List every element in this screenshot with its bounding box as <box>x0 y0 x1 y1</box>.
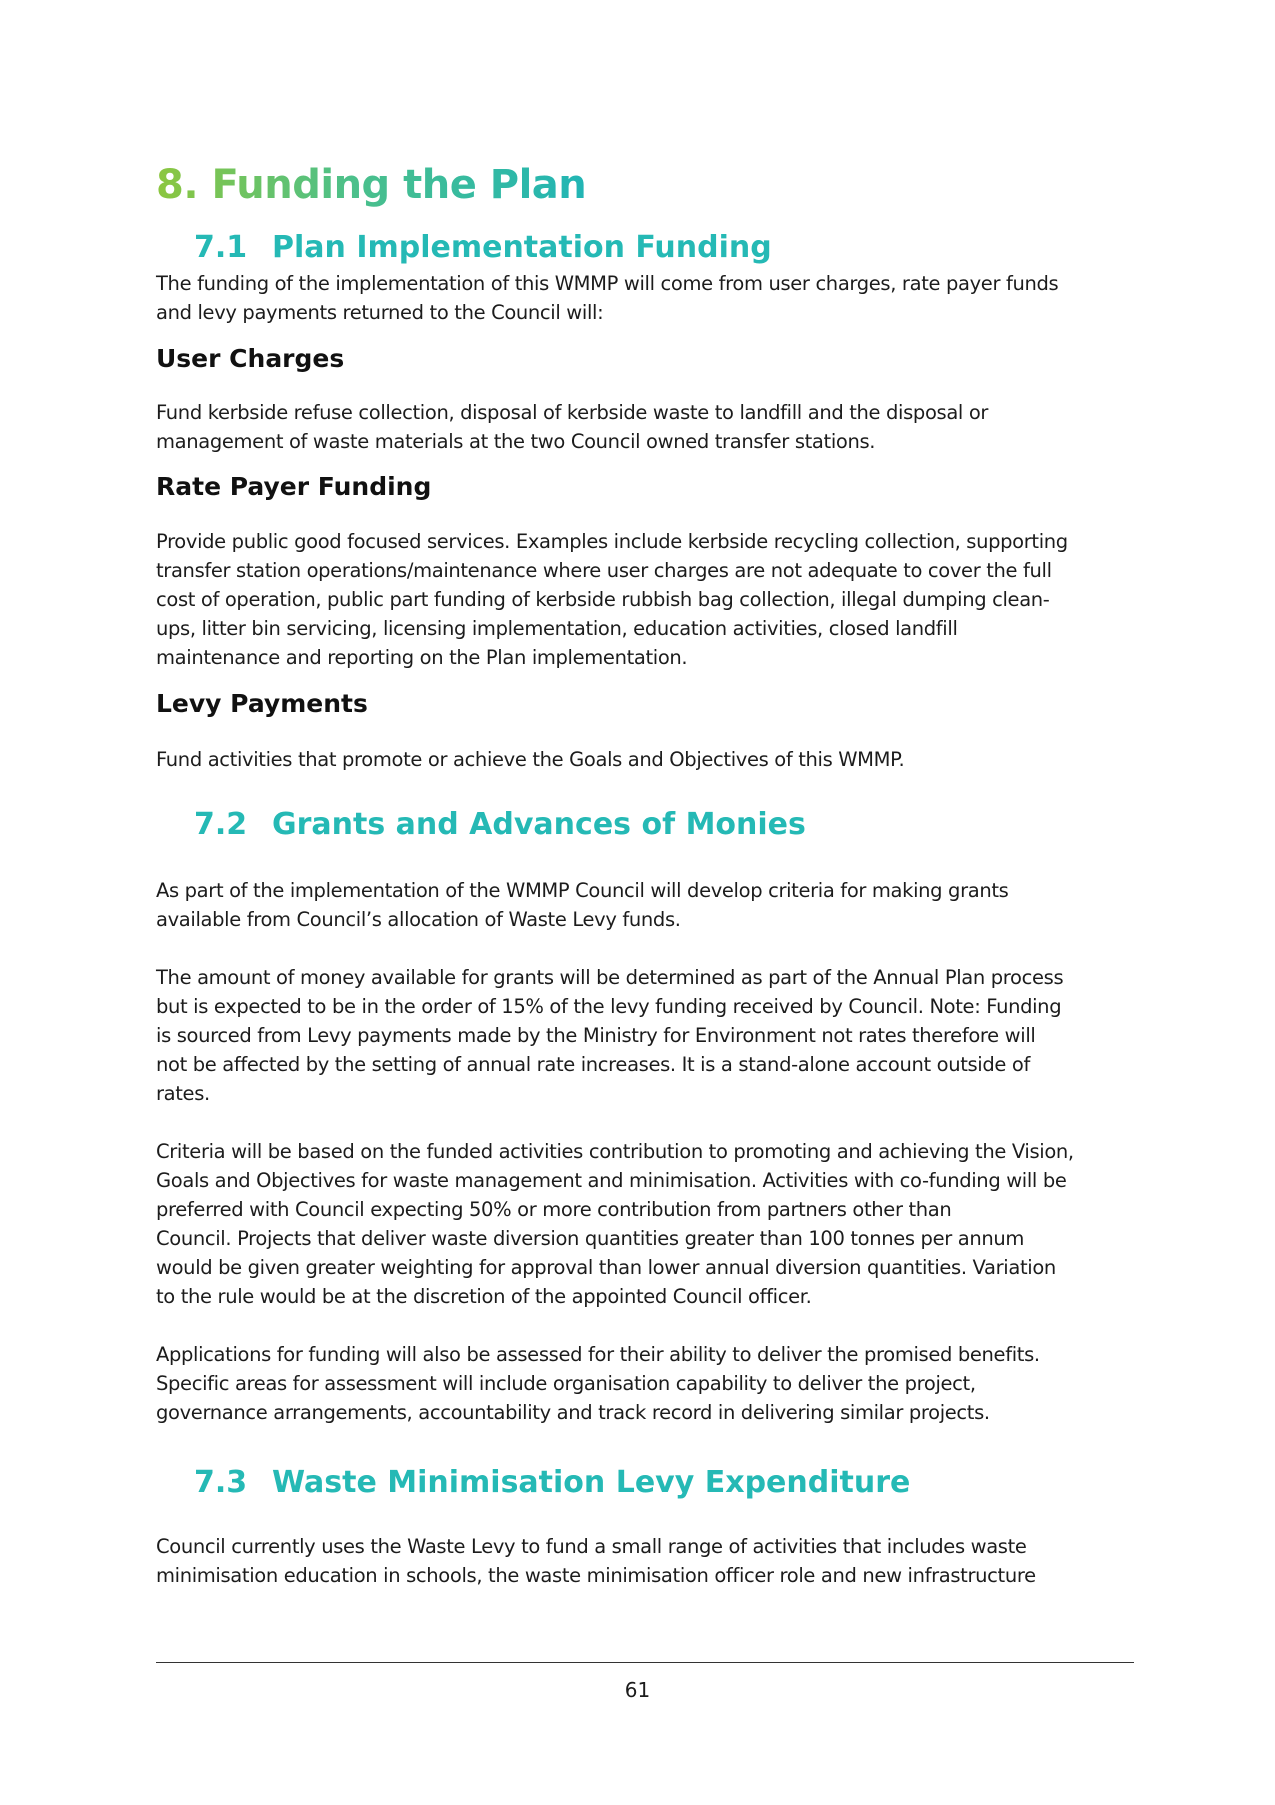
page-number: 61 <box>624 1678 651 1702</box>
text-line: Goals and Objectives for waste management and minimisation. Activities with co-funding will be <box>156 1169 1067 1192</box>
text-line: cost of operation, public part funding of kerbside rubbish bag collection, illegal dumping clean- <box>156 588 1050 611</box>
text-line: As part of the implementation of the WMMP Council will develop criteria for making grants <box>156 879 1009 902</box>
text-line: and levy payments returned to the Council will: <box>156 301 604 324</box>
text-line: Fund kerbside refuse collection, disposal of kerbside waste to landfill and the disposal or <box>156 401 989 424</box>
text-line: transfer station operations/maintenance where user charges are not adequate to cover the full <box>156 559 1052 582</box>
subheading-user-charges: User Charges <box>156 344 345 373</box>
section-heading-7-3 <box>194 1464 910 1502</box>
section-7-2-para-4 <box>156 1340 1124 1427</box>
section-heading-7-1 <box>194 229 772 267</box>
text-line: Specific areas for assessment will include organisation capability to deliver the project, <box>156 1372 976 1395</box>
section-number: 7.1 <box>194 230 248 265</box>
text-line: governance arrangements, accountability and track record in delivering similar projects. <box>156 1401 990 1424</box>
text-line: Council. Projects that deliver waste diversion quantities greater than 100 tonnes per annum <box>156 1227 1025 1250</box>
text-line: The funding of the implementation of this WMMP will come from user charges, rate payer funds <box>156 272 1059 295</box>
text-line: available from Council’s allocation of Waste Levy funds. <box>156 908 681 931</box>
text-line: rates. <box>156 1082 210 1105</box>
text-line: preferred with Council expecting 50% or more contribution from partners other than <box>156 1198 952 1221</box>
footer-divider <box>156 1662 1134 1663</box>
text-line: maintenance and reporting on the Plan implementation. <box>156 646 688 669</box>
text-line: would be given greater weighting for approval than lower annual diversion quantities. Variation <box>156 1256 1056 1279</box>
section-7-2-para-2 <box>156 963 1124 1108</box>
text-line: Council currently uses the Waste Levy to fund a small range of activities that includes waste <box>156 1535 1027 1558</box>
section-heading-7-2 <box>194 806 806 844</box>
section-7-2-para-1 <box>156 876 1124 934</box>
text-line: The amount of money available for grants will be determined as part of the Annual Plan process <box>156 966 1064 989</box>
rate-payer-text <box>156 527 1124 672</box>
section-number: 7.2 <box>194 807 248 842</box>
section-number: 7.3 <box>194 1465 248 1500</box>
text-line: Applications for funding will also be assessed for their ability to deliver the promised benefits. <box>156 1343 1040 1366</box>
text-line: management of waste materials at the two Council owned transfer stations. <box>156 430 876 453</box>
section-title: Plan Implementation Funding <box>272 230 772 265</box>
text-line: not be affected by the setting of annual rate increases. It is a stand-alone account outside of <box>156 1053 1030 1076</box>
section-title: Waste Minimisation Levy Expenditure <box>272 1465 911 1500</box>
levy-payments-text <box>156 745 1124 774</box>
section-title: Grants and Advances of Monies <box>272 807 806 842</box>
text-line: but is expected to be in the order of 15% of the levy funding received by Council. Note: Funding <box>156 995 1062 1018</box>
subheading-rate-payer-funding: Rate Payer Funding <box>156 472 432 501</box>
text-line: Provide public good focused services. Examples include kerbside recycling collection, supporting <box>156 530 1068 553</box>
user-charges-text <box>156 398 1124 456</box>
subheading-levy-payments: Levy Payments <box>156 689 368 718</box>
section-7-2-para-3 <box>156 1137 1124 1311</box>
text-line: Criteria will be based on the funded activities contribution to promoting and achieving the Vision, <box>156 1140 1074 1163</box>
text-line: to the rule would be at the discretion of the appointed Council officer. <box>156 1285 812 1308</box>
text-line: ups, litter bin servicing, licensing implementation, education activities, closed landfill <box>156 617 958 640</box>
section-7-1-intro <box>156 269 1124 327</box>
section-7-3-para-1 <box>156 1532 1124 1590</box>
text-line: minimisation education in schools, the waste minimisation officer role and new infrastructure <box>156 1564 1036 1587</box>
chapter-title: 8. Funding the Plan <box>156 162 587 208</box>
text-line: is sourced from Levy payments made by the Ministry for Environment not rates therefore will <box>156 1024 1036 1047</box>
text-line: Fund activities that promote or achieve the Goals and Objectives of this WMMP. <box>156 748 905 771</box>
